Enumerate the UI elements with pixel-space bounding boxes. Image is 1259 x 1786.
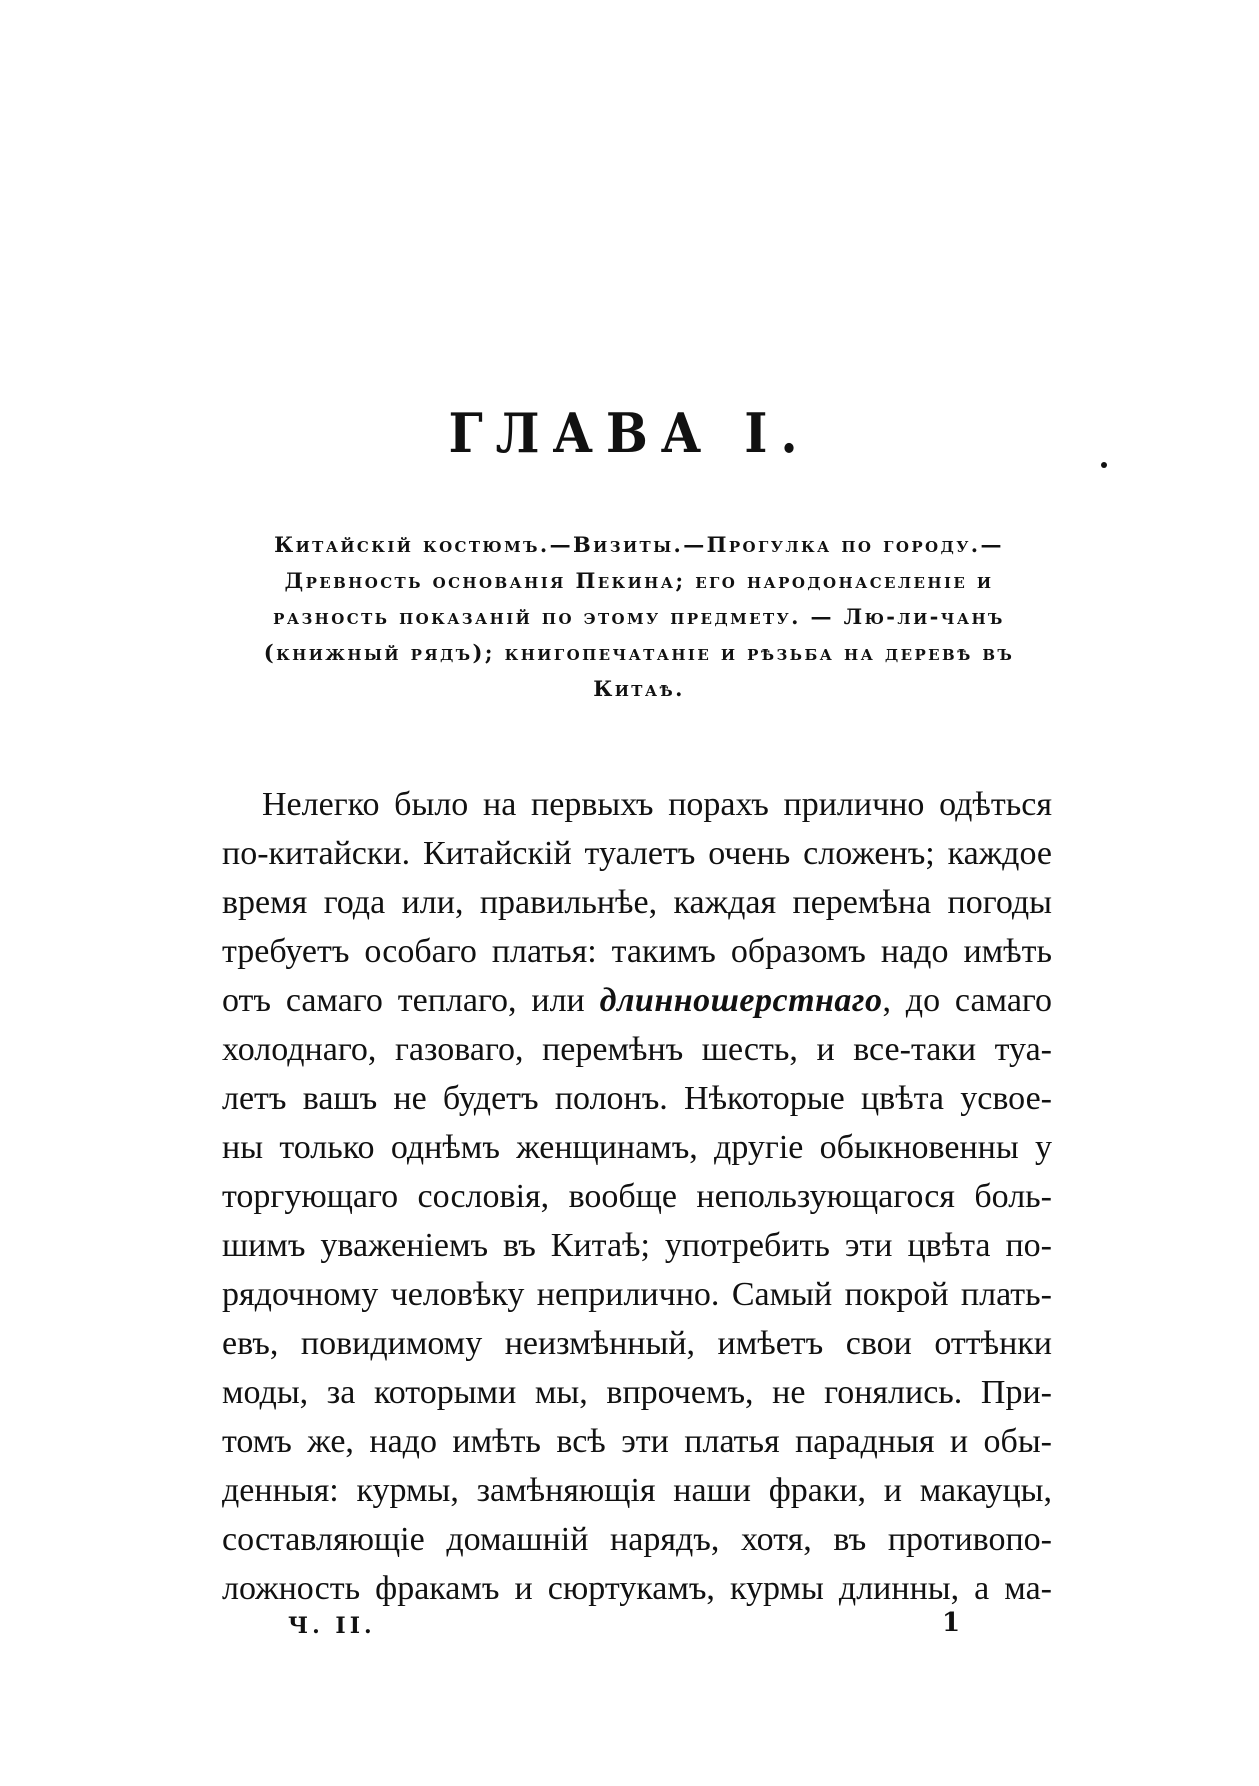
- italic-word: длинношерстнаго: [599, 982, 883, 1019]
- body-line: рядочному человѣку неприлично. Самый покрой плать-: [222, 1276, 1052, 1313]
- body-line: составляющіе домашній нарядъ, хотя, въ противопо-: [222, 1521, 1052, 1558]
- body-line: по-китайски. Китайскій туалетъ очень сложенъ; каждое: [222, 835, 1052, 872]
- body-line-italic-mixed: [222, 976, 1052, 1025]
- summary-line: (книжный рядъ); книгопечатаніе и рѣзьба на деревѣ въ: [263, 640, 1015, 665]
- body-line: ложность фракамъ и сюртукамъ, курмы длинны, а ма-: [222, 1570, 1052, 1607]
- summary-line: Китаѣ.: [593, 676, 685, 701]
- body-line: Нелегко было на первыхъ порахъ прилично одѣться: [262, 786, 1052, 823]
- body-line: время года или, правильнѣе, каждая перемѣна погоды: [222, 884, 1052, 921]
- body-line: томъ же, надо имѣть всѣ эти платья парадныя и обы-: [222, 1423, 1052, 1460]
- body-line: холоднаго, газоваго, перемѣнъ шесть, и все-таки туа-: [222, 1031, 1052, 1068]
- body-line: моды, за которыми мы, впрочемъ, не гонялись. При-: [222, 1374, 1052, 1411]
- body-line: торгующаго сословія, вообще непользующагося боль-: [222, 1178, 1052, 1215]
- chapter-summary: [224, 527, 1054, 707]
- body-line: ны только однѣмъ женщинамъ, другіе обыкновенны у: [222, 1129, 1052, 1166]
- summary-line: разность показаній по этому предмету. — Лю-ли-чанъ: [273, 604, 1005, 629]
- body-line: денныя: курмы, замѣняющія наши фраки, и макауцы,: [222, 1472, 1052, 1509]
- print-speck: [1101, 462, 1107, 468]
- page-number: 1: [942, 1608, 961, 1638]
- body-line-part: отъ самаго теплаго, или: [222, 982, 600, 1019]
- body-line: летъ вашъ не будетъ полонъ. Нѣкоторые цвѣта усвое-: [222, 1080, 1052, 1117]
- signature-mark: Ч. II.: [288, 1613, 376, 1639]
- body-line: требуетъ особаго платья: такимъ образомъ надо имѣть: [222, 933, 1052, 970]
- body-line: шимъ уваженіемъ въ Китаѣ; употребить эти цвѣта по-: [222, 1227, 1052, 1264]
- chapter-title: ГЛАВА I.: [448, 401, 811, 465]
- body-line: евъ, повидимому неизмѣнный, имѣетъ свои оттѣнки: [222, 1325, 1052, 1362]
- summary-line: Китайскій костюмъ.—Визиты.—Прогулка по городу.—: [274, 532, 1004, 557]
- body-text: [222, 780, 1052, 1613]
- body-line-part: , до самаго: [882, 982, 1053, 1019]
- summary-line: Древность основанія Пекина; его народонаселеніе и: [284, 568, 994, 593]
